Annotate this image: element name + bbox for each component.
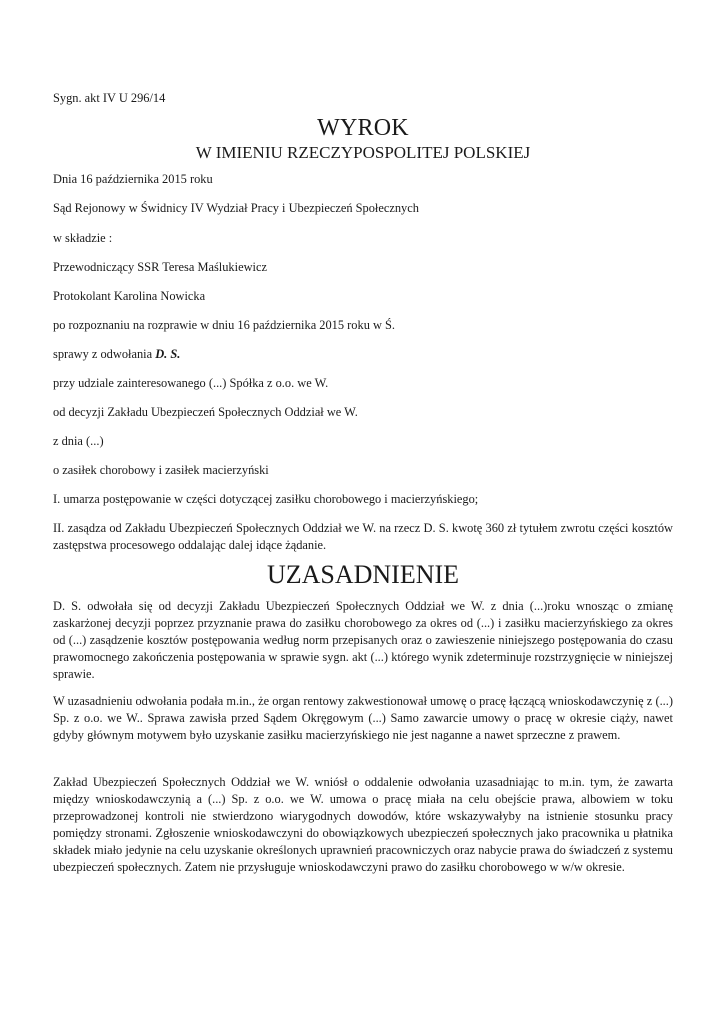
document-title: WYROK [317,115,409,141]
appellant-name: D. S. [155,347,181,361]
case-reference: Sygn. akt IV U 296/14 [53,91,166,105]
justification-paragraph-2: W uzasadnieniu odwołania podała m.in., że organ rentowy zakwestionował umowę o pracę łączącą wnioskodawczynię z (...) Sp. z o.o. we W.. Sprawa zawisła przed Sądem Okręgowym (...) Samo zawarcie umowy o pracę w okresie ciąży, nawet gdyby głównym motywem było uzyskanie zasiłku macierzyńskiego nie jest naganne a nawet sprzeczne z prawem. [53,694,673,742]
justification-title: UZASADNIENIE [266,560,460,589]
verdict-date: Dnia 16 października 2015 roku [53,172,213,186]
court-name: Sąd Rejonowy w Świdnicy IV Wydział Pracy i Ubezpieczeń Społecznych [53,201,419,215]
justification-paragraph-3: Zakład Ubezpieczeń Społecznych Oddział we W. wniósł o oddalenie odwołania uzasadniając to m.in. tym, że zawarta między wnioskodawczynią a (...) Sp. z o.o. we W. umowa o pracę miała na celu obejście prawa, albowiem w toku przeprowadzonej kontroli nie stwierdzono wiarygodnych dowodów, które wskazywałyby na istnienie stosunku pracy pomiędzy stronami. Zgłoszenie wnioskodawczyni do obowiązkowych ubezpieczeń społecznych jako pracownika u płatnika składek miało jedynie na celu uzyskanie określonych uprawnień pracowniczych oraz nabycie prawa do świadczeń z systemu ubezpieczeń społecznych. Zatem nie przysługuje wnioskodawczyni prawo do zasiłku chorobowego w w/w okresie. [53,775,673,874]
appeal-line [53,346,180,363]
interested-party: przy udziale zainteresowanego (...) Spółka z o.o. we W. [53,376,329,390]
verdict-point-1: I. umarza postępowanie w części dotyczącej zasiłku chorobowego i macierzyńskiego; [53,492,479,506]
document-subtitle: W IMIENIU RZECZYPOSPOLITEJ POLSKIEJ [195,143,531,162]
decision-date: z dnia (...) [53,434,104,448]
justification-paragraph-1: D. S. odwołała się od decyzji Zakładu Ubezpieczeń Społecznych Oddział we W. z dnia (...)roku wnosząc o zmianę zaskarżonej decyzji poprzez przyznanie prawa do zasiłku chorobowego za okres od (...) i zasiłku macierzyńskiego za okres od (...) zasądzenie kosztów postępowania według norm przepisanych oraz o zawieszenie niniejszego postępowania do czasu prawomocnego zakończenia postępowania w sprawie sygn. akt (...) którego wynik zdeterminuje rozstrzygnięcie w niniejszej sprawie. [53,599,673,681]
case-subject: o zasiłek chorobowy i zasiłek macierzyński [53,463,269,477]
decision-of: od decyzji Zakładu Ubezpieczeń Społecznych Oddział we W. [53,405,358,419]
composition-label: w składzie : [53,231,113,245]
verdict-point-2: II. zasądza od Zakładu Ubezpieczeń Społecznych Oddział we W. na rzecz D. S. kwotę 360 zł tytułem zwrotu części kosztów zastępstwa procesowego oddalając dalej idące żądanie. [53,521,673,552]
hearing-info: po rozpoznaniu na rozprawie w dniu 16 października 2015 roku w Ś. [53,318,396,332]
presiding-judge: Przewodniczący SSR Teresa Maślukiewicz [53,260,267,274]
court-clerk: Protokolant Karolina Nowicka [53,289,206,303]
appeal-prefix: sprawy z odwołania [53,347,156,361]
